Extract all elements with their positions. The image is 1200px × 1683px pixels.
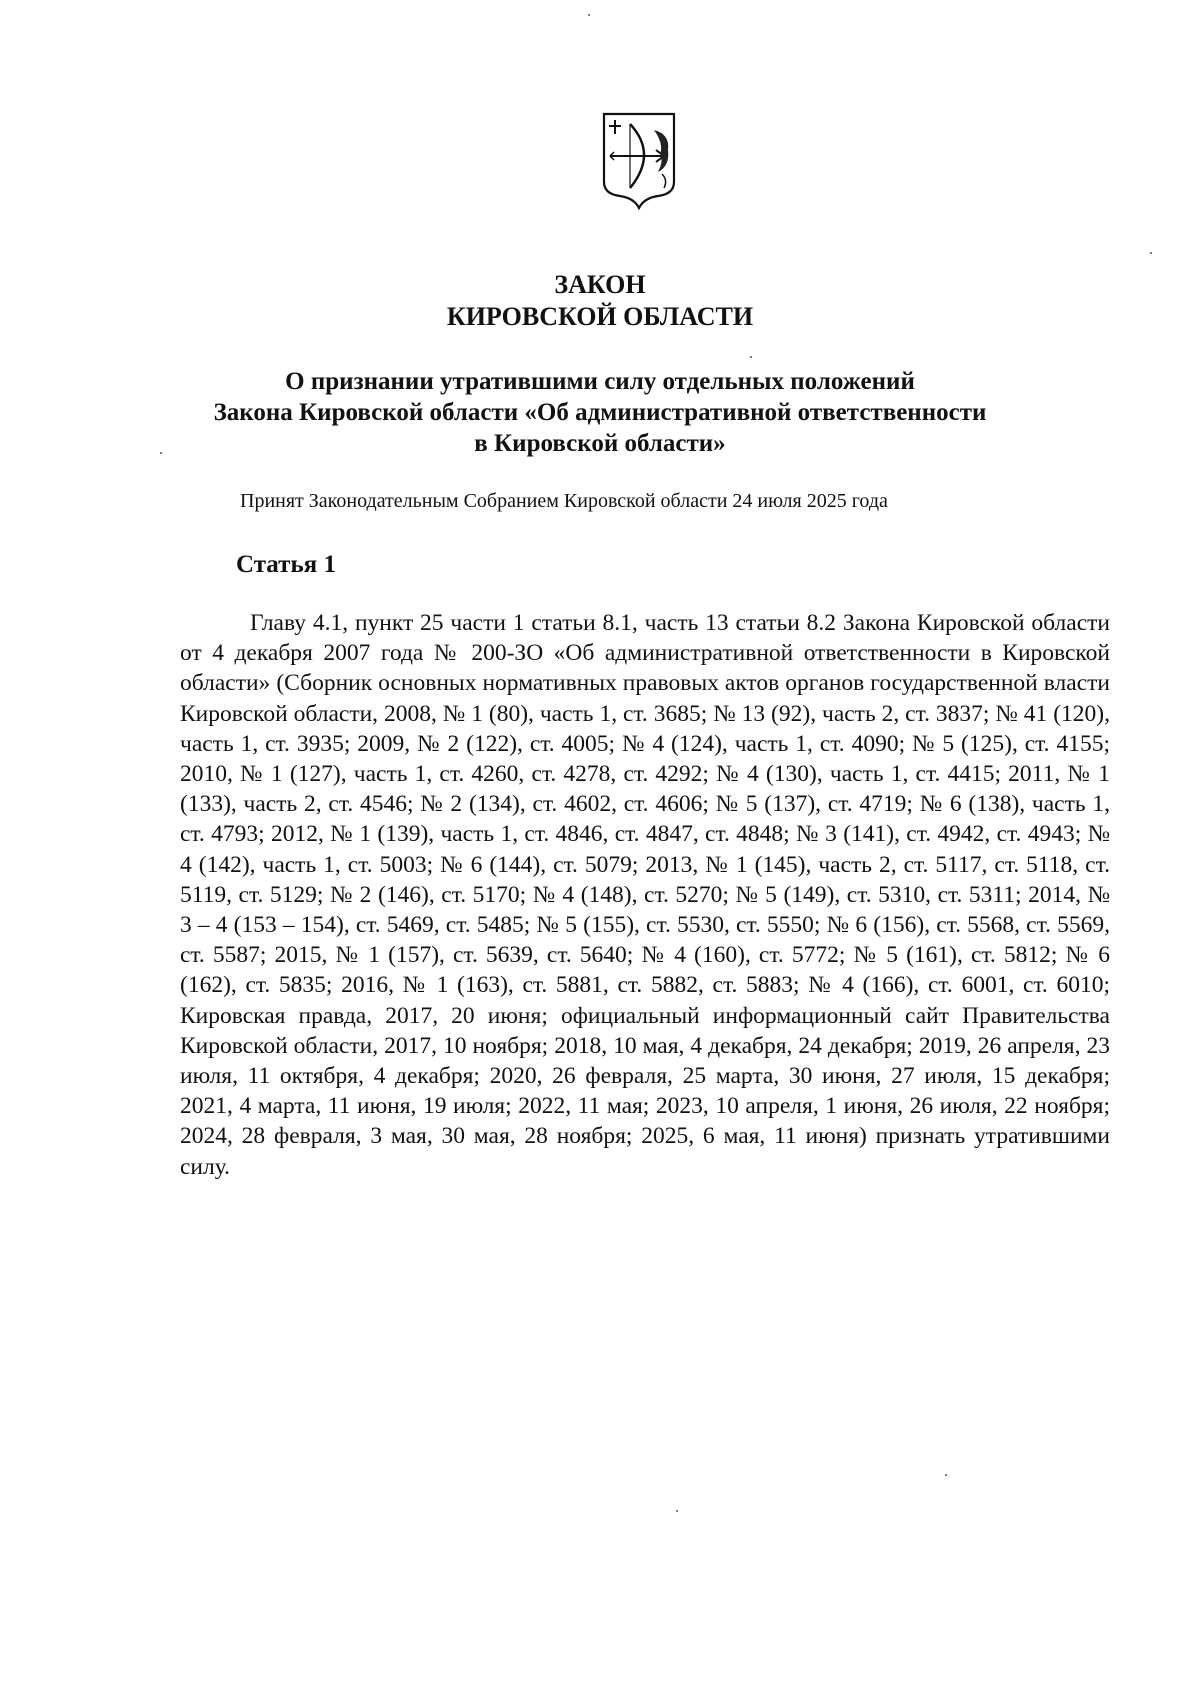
scan-speck [588,14,590,16]
coat-of-arms-icon [600,110,678,210]
adoption-note: Принят Законодательным Собранием Кировской области 24 июля 2025 года [240,490,888,512]
law-type-heading: ЗАКОН [554,270,646,299]
article-heading: Статья 1 [236,551,336,578]
law-title-line: в Кировской области» [474,430,726,457]
law-title-line: О признании утратившими силу отдельных положений [285,368,915,395]
scan-speck [1150,252,1152,254]
scan-speck [750,356,752,358]
scan-speck [676,1510,678,1512]
law-title-line: Закона Кировской области «Об административной ответственности [213,399,987,426]
region-heading: КИРОВСКОЙ ОБЛАСТИ [446,302,754,331]
article-body: Главу 4.1, пункт 25 части 1 статьи 8.1, часть 13 статьи 8.2 Закона Кировской области от 4 декабря 2007 года № 200-ЗО «Об административной ответственности в Кировской области» (Сборник основных нормативных правовых актов органов государственной власти Кировской области, 2008, № 1 (80), часть 1, ст. 3685; № 13 (92), часть 2, ст. 3837; № 41 (120), часть 1, ст. 3935; 2009, № 2 (122), ст. 4005; № 4 (124), часть 1, ст. 4090; № 5 (125), ст. 4155; 2010, № 1 (127), часть 1, ст. 4260, ст. 4278, ст. 4292; № 4 (130), часть 1, ст. 4415; 2011, № 1 (133), часть 2, ст. 4546; № 2 (134), ст. 4602, ст. 4606; № 5 (137), ст. 4719; № 6 (138), часть 1, ст. 4793; 2012, № 1 (139), часть 1, ст. 4846, ст. 4847, ст. 4848; № 3 (141), ст. 4942, ст. 4943; № 4 (142), часть 1, ст. 5003; № 6 (144), ст. 5079; 2013, № 1 (145), часть 2, ст. 5117, ст. 5118, ст. 5119, ст. 5129; № 2 (146), ст. 5170; № 4 (148), ст. 5270; № 5 (149), ст. 5310, ст. 5311; 2014, № 3 – 4 (153 – 154), ст. 5469, ст. 5485; № 5 (155), ст. 5530, ст. 5550; № 6 (156), ст. 5568, ст. 5569, ст. 5587; 2015, № 1 (157), ст. 5639, ст. 5640; № 4 (160), ст. 5772; № 5 (161), ст. 5812; № 6 (162), ст. 5835; 2016, № 1 (163), ст. 5881, ст. 5882, ст. 5883; № 4 (166), ст. 6001, ст. 6010; Кировская правда, 2017, 20 июня; официальный информационный сайт Правительства Кировской области, 2017, 10 ноября; 2018, 10 мая, 4 декабря, 24 декабря; 2019, 26 апреля, 23 июля, 11 октября, 4 декабря; 2020, 26 февраля, 25 марта, 30 июня, 27 июля, 15 декабря; 2021, 4 марта, 11 июня, 19 июля; 2022, 11 мая; 2023, 10 апреля, 1 июня, 26 июля, 22 ноября; 2024, 28 февраля, 3 мая, 30 мая, 28 ноября; 2025, 6 мая, 11 июня) признать утратившими силу. [180,610,1110,1180]
scan-speck [160,452,162,454]
scan-speck [945,1474,947,1476]
law-title [0,366,1200,459]
